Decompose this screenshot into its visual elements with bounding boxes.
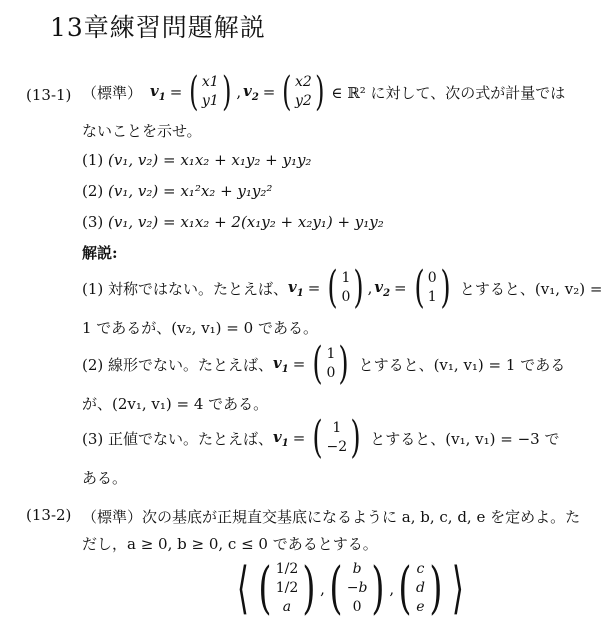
solution-2: (2) 線形でない。たとえば、 $v_1$ = ( 1 0 ) とすると、(v₁, v₁) = 1 である [82, 338, 566, 389]
v2-symbol: $v_2$ [243, 81, 259, 103]
solution-3: (3) 正値でない。たとえば、 $v_1$ = ( 1 −2 ) とすると、(v₁, v₁) = −3 で [82, 412, 560, 463]
problem-item-3: (3) (v₁, v₂) = x₁x₂ + 2(x₁y₂ + x₂y₁) + y₁y₂ [82, 213, 384, 231]
problem-13-2-line1: （標準）次の基底が正規直交基底になるように a, b, c, d, e を定めよ。た [82, 508, 581, 526]
space-condition: ∈ ℝ² に対して、次の式が計量では [331, 83, 566, 102]
problem-13-1-line2: ないことを示せ。 [82, 122, 202, 140]
v2-vector: ( x2 y2 ) [282, 69, 325, 115]
solution-3-v1-vector: ( 1 −2 ) [312, 412, 361, 463]
solution-1-v2-vector: ( 0 1 ) [414, 262, 451, 313]
basis-vector-3: ( c d e ) [398, 555, 443, 621]
v1-vector: ( x1 y1 ) [189, 69, 232, 115]
problem-13-2-line2: だし，a ≥ 0, b ≥ 0, c ≤ 0 であるとする。 [82, 535, 378, 553]
difficulty-tag: （標準） [82, 83, 143, 102]
solution-1-line2: 1 であるが、(v₂, v₁) = 0 である。 [82, 319, 318, 337]
problem-item-2: (2) (v₁, v₂) = x₁²x₂ + y₁y₂² [82, 182, 273, 200]
v1-symbol: $v_1$ [150, 81, 166, 103]
problem-13-1-number: (13-1) [26, 86, 72, 104]
solution-2-line2: が、(2v₁, v₁) = 4 である。 [82, 395, 269, 413]
problem-item-1: (1) (v₁, v₂) = x₁x₂ + x₁y₂ + y₁y₂ [82, 151, 312, 169]
page-title: 13章練習問題解説 [50, 13, 266, 42]
basis-vector-2: ( b −b 0 ) [329, 555, 385, 621]
solution-3-line2: ある。 [82, 469, 128, 487]
solution-heading: 解説: [82, 244, 118, 262]
problem-13-1-statement: （標準） $v_1$ = ( x1 y1 ) , $v_2$ = ( x2 y2 ) ∈ ℝ² に対して、次の式が計量では [82, 69, 566, 115]
basis-vector-1: ( 1/2 1/2 a ) [258, 555, 316, 621]
solution-1-v1-vector: ( 1 0 ) [327, 262, 365, 313]
solution-2-v1-vector: ( 1 0 ) [312, 338, 350, 389]
problem-13-2-number: (13-2) [26, 506, 72, 524]
solution-1: (1) 対称ではない。たとえば、 $v_1$ = ( 1 0 ) , $v_2$ = ( 0 1 ) とすると、(v₁, v₂) = [82, 262, 603, 313]
basis-set: ⟨ ( 1/2 1/2 a ) , ( b −b 0 ) , ( c d e ) ⟩ [236, 555, 464, 621]
